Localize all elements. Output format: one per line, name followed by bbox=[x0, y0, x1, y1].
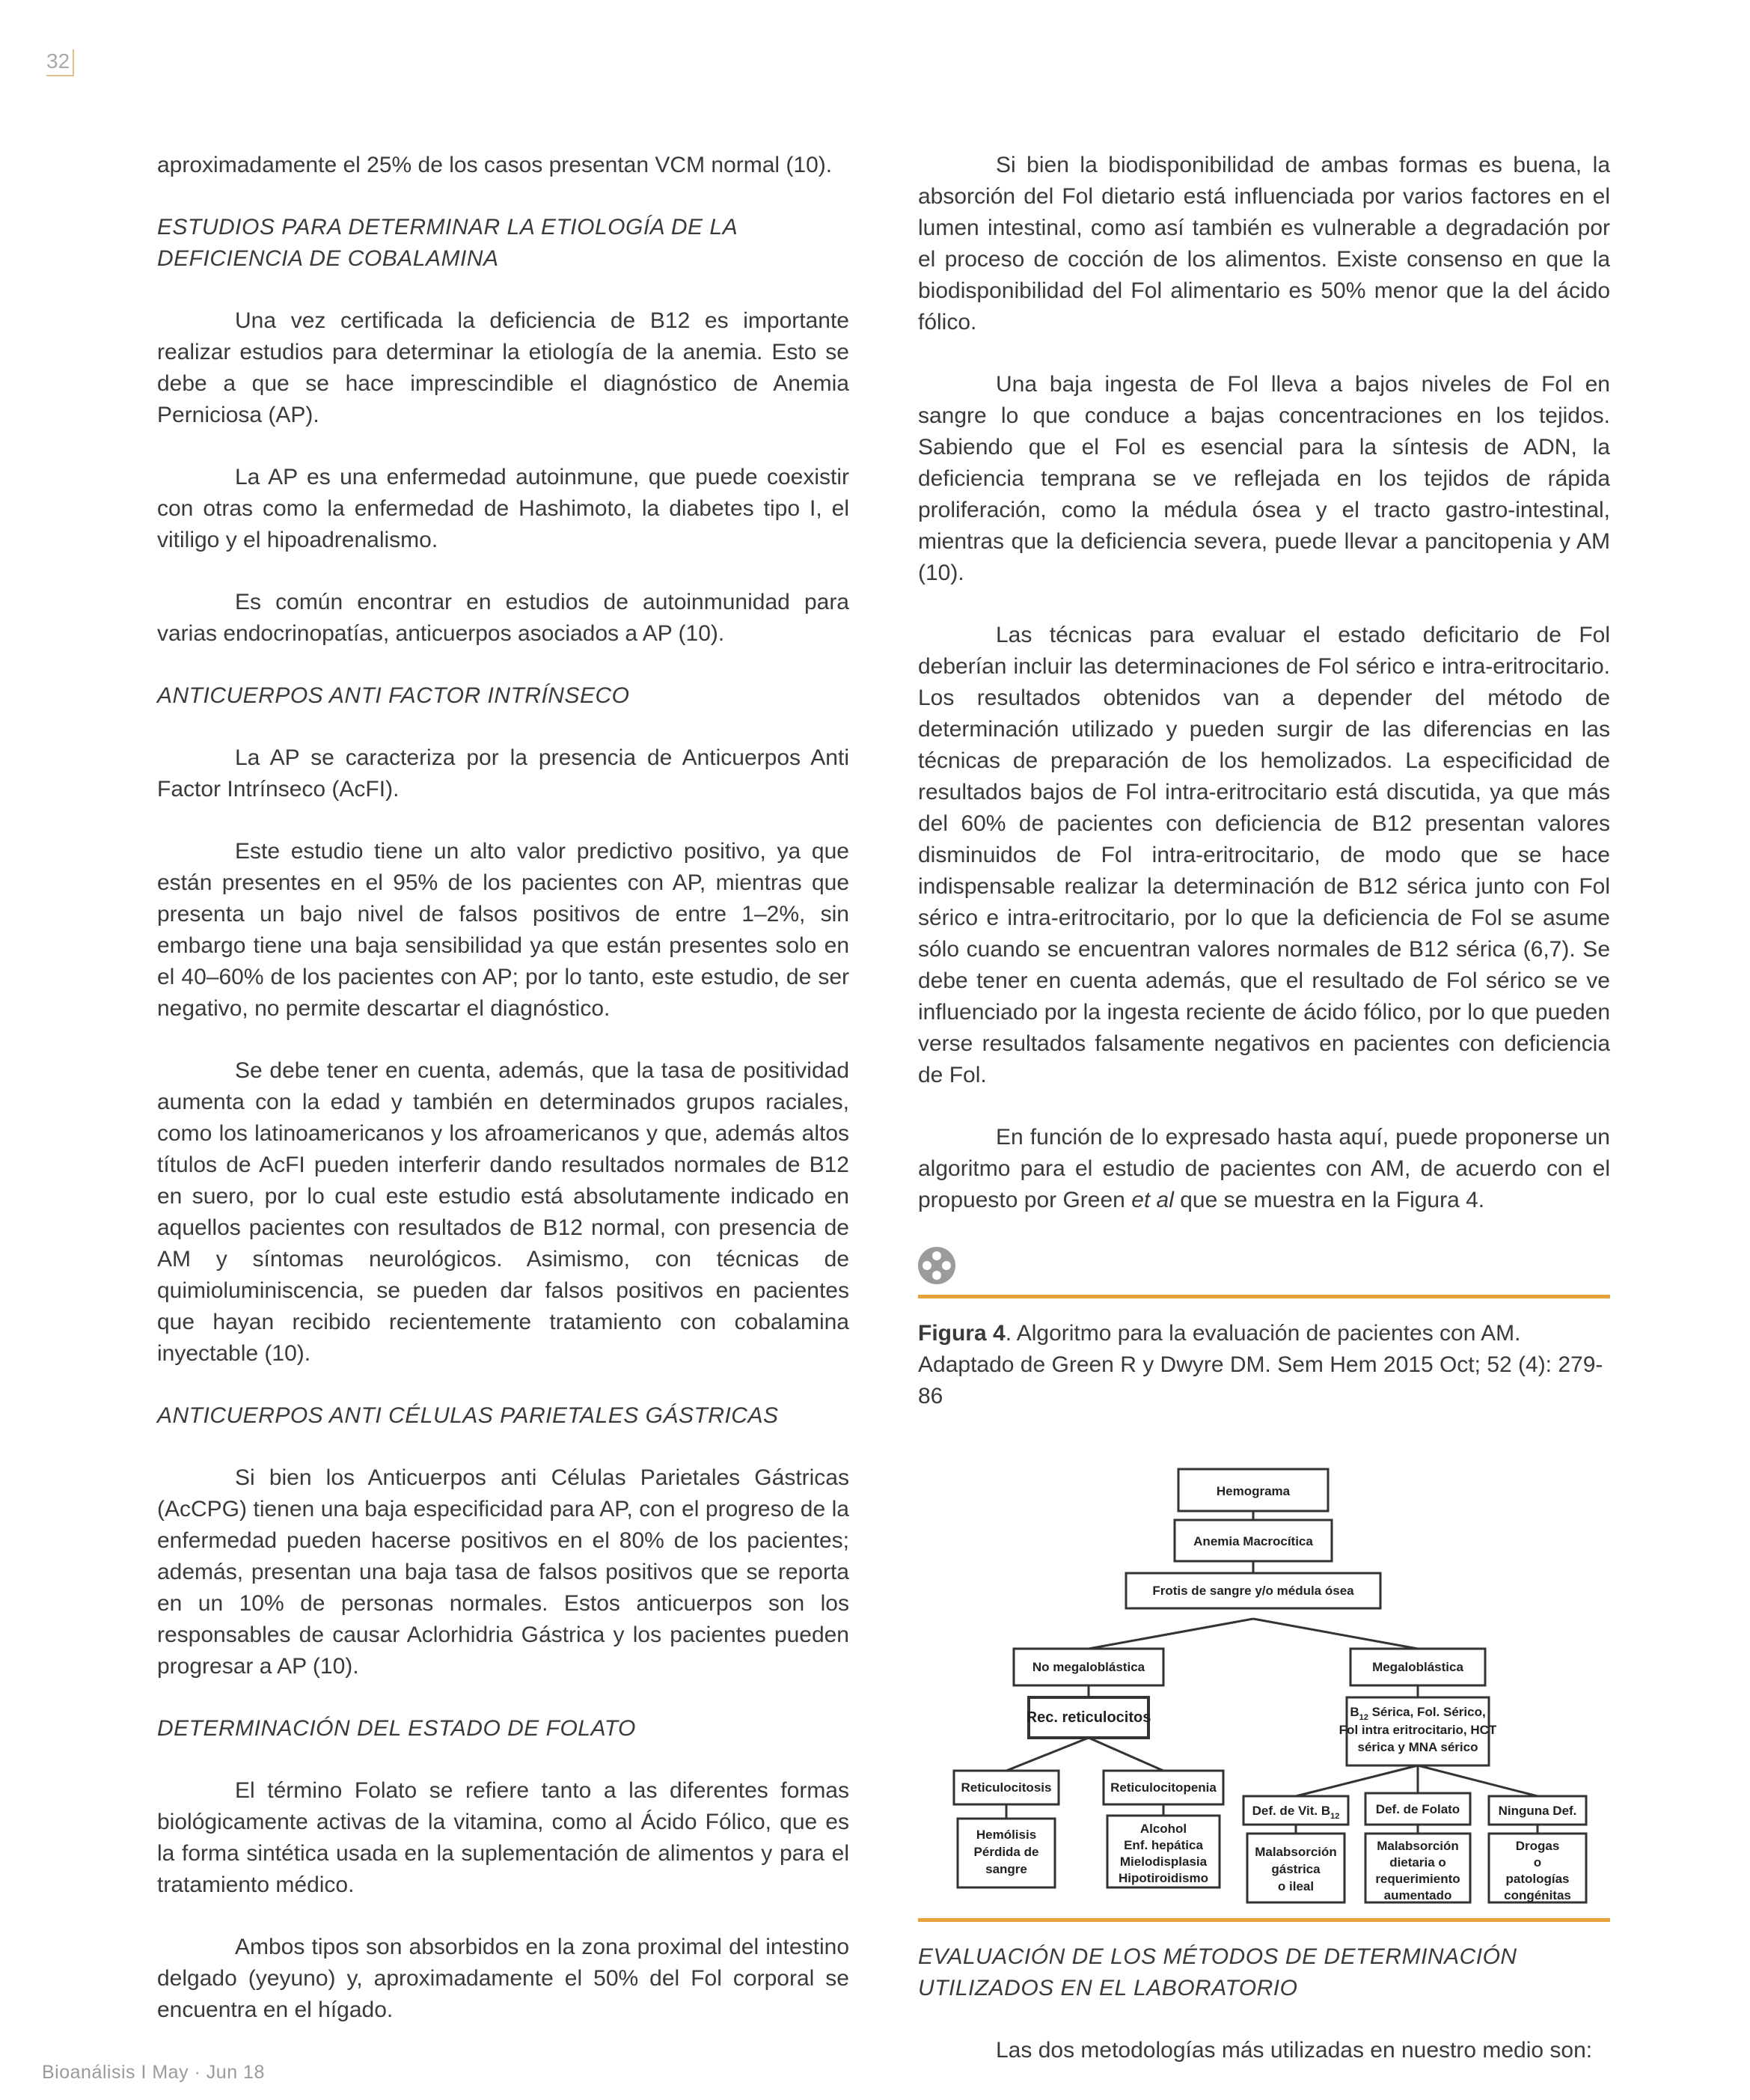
section-heading: ANTICUERPOS ANTI FACTOR INTRÍNSECO bbox=[157, 683, 630, 708]
drogas-line-1: Drogas bbox=[1515, 1839, 1559, 1853]
figure-label: Figura 4 bbox=[918, 1321, 1006, 1346]
alcohol-line-3: Mielodisplasia bbox=[1119, 1855, 1207, 1869]
paragraph: Ambos tipos son absorbidos en la zona proximal del intestino delgado (yeyuno) y, aproximadamente el 50% del Fol corporal se encuentra en el hígado. bbox=[157, 1935, 849, 2022]
b12-tests-subscript: 12 bbox=[1359, 1713, 1368, 1722]
drogas-line-4: congénitas bbox=[1503, 1888, 1571, 1902]
malabsorcion-dietaria-line-2: dietaria o bbox=[1389, 1855, 1446, 1869]
paragraph: Una vez certificada la deficiencia de B12 es importante realizar estudios para determinar la etiología de la anemia. Esto se debe a que se hace imprescindible el diagnóstico de Anemia Perniciosa (AP). bbox=[157, 308, 849, 427]
drogas-line-2: o bbox=[1533, 1855, 1541, 1869]
paragraph: La AP se caracteriza por la presencia de Anticuerpos Anti Factor Intrínseco (AcFI). bbox=[157, 745, 849, 802]
malabsorcion-dietaria-line-4: aumentado bbox=[1383, 1888, 1451, 1902]
paragraph: El término Folato se refiere tanto a las diferentes formas biológicamente activas de la vitamina, como al Ácido Fólico, que es la forma sintética usada en la suplementación de alimentos y para el tratamiento médico. bbox=[157, 1778, 849, 1897]
reticulocitosis-label: Reticulocitosis bbox=[961, 1780, 1051, 1795]
def-vit-b12-subscript: 12 bbox=[1330, 1812, 1339, 1821]
algorithm-flowchart bbox=[928, 1436, 1601, 1915]
alcohol-line-4: Hipotiroidismo bbox=[1118, 1871, 1208, 1885]
b12-tests-rest: Sérica, Fol. Sérico, bbox=[1368, 1705, 1486, 1719]
megaloblastica-label: Megaloblástica bbox=[1371, 1660, 1463, 1674]
malabsorcion-line-3: o ileal bbox=[1277, 1879, 1314, 1893]
paragraph: Este estudio tiene un alto valor predictivo positivo, ya que están presentes en el 95% de los pacientes con AP, mientras que presenta un bajo nivel de falsos positivos de entre 1–2%, sin embargo tiene una baja sensibilidad ya que están presentes solo en el 40–60% de los pacientes con AP; por lo tanto, este estudio, de ser negativo, no permite descartar el diagnóstico. bbox=[157, 839, 849, 1021]
b12-tests-line-2: Fol intra eritrocitario, HCT bbox=[1338, 1723, 1496, 1737]
paragraph: Si bien los Anticuerpos anti Células Parietales Gástricas (AcCPG) tienen una baja especificidad para AP, con el progreso de la enfermedad pueden hacerse positivos en el 80% de los pacientes; además, presentan una baja tasa de falsos positivos que se reporta en un 10% de personas normales. Estos anticuerpos son los responsables de causar Aclorhidria Gástrica y los pacientes pueden progresar a AP (10). bbox=[157, 1465, 849, 1679]
paragraph: Si bien la biodisponibilidad de ambas formas es buena, la absorción del Fol dietario está influenciada por varios factores en el lumen intestinal, como así también es vulnerable a degradación por el proceso de cocción de los alimentos. Existe consenso en que la biodisponibilidad del Fol alimentario es 50% menor que la del ácido fólico. bbox=[918, 153, 1610, 335]
film-reel-icon bbox=[918, 1247, 955, 1284]
malabsorcion-dietaria-line-1: Malabsorción bbox=[1376, 1839, 1459, 1853]
paragraph: aproximadamente el 25% de los casos presentan VCM normal (10). bbox=[157, 153, 833, 177]
citation-italic: et al bbox=[1131, 1188, 1174, 1212]
page-number: 32 bbox=[46, 49, 74, 76]
paragraph: Es común encontrar en estudios de autoinmunidad para varias endocrinopatías, anticuerpos asociados a AP (10). bbox=[157, 590, 849, 646]
b12-tests-line-3: sérica y MNA sérico bbox=[1357, 1740, 1478, 1754]
b12-tests-base: B bbox=[1349, 1705, 1359, 1719]
section-heading: ESTUDIOS PARA DETERMINAR LA ETIOLOGÍA DE LA DEFICIENCIA DE COBALAMINA bbox=[157, 215, 737, 271]
paragraph: La AP es una enfermedad autoinmune, que puede coexistir con otras como la enfermedad de Hashimoto, la diabetes tipo I, el vitiligo y el hipoadrenalismo. bbox=[157, 465, 849, 552]
malabsorcion-line-1: Malabsorción bbox=[1254, 1845, 1337, 1859]
reticulocitopenia-label: Reticulocitopenia bbox=[1110, 1780, 1217, 1795]
divider bbox=[918, 1295, 1610, 1298]
divider bbox=[918, 1918, 1610, 1922]
alcohol-line-1: Alcohol bbox=[1139, 1822, 1187, 1836]
malabsorcion-dietaria-line-3: requerimiento bbox=[1374, 1872, 1460, 1886]
alcohol-line-2: Enf. hepática bbox=[1123, 1838, 1203, 1852]
rec-reticulocitos-label: Rec. reticulocitos bbox=[1026, 1709, 1151, 1726]
def-folato-label: Def. de Folato bbox=[1375, 1802, 1460, 1816]
paragraph: Una baja ingesta de Fol lleva a bajos niveles de Fol en sangre lo que conduce a bajas concentraciones en los tejidos. Sabiendo que el Fol es esencial para la síntesis de ADN, la deficiencia temprana se ve reflejada en los tejidos de rápida proliferación, como la médula ósea y el tracto gastro-intestinal, mientras que la deficiencia severa, puede llevar a pancitopenia y AM (10). bbox=[918, 372, 1610, 585]
footer: Bioanálisis I May · Jun 18 bbox=[42, 2062, 265, 2083]
paragraph-text: que se muestra en la Figura 4. bbox=[1173, 1188, 1485, 1212]
section-heading: ANTICUERPOS ANTI CÉLULAS PARIETALES GÁSTRICAS bbox=[157, 1403, 779, 1428]
paragraph: Las técnicas para evaluar el estado deficitario de Fol deberían incluir las determinaciones de Fol sérico e intra-eritrocitario. Los resultados obtenidos van a depender del método de determinación utilizado y pueden surgir de las diferencias en las técnicas de preparación de los hemolizados. La especificidad de resultados bajos de Fol intra-eritrocitario está discutida, ya que más del 60% de pacientes con deficiencia de B12 presentan valores disminuidos de Fol intra-eritrocitario, de modo que se hace indispensable realizar la determinación de B12 sérica junto con Fol sérico e intra-eritrocitario, por lo que la deficiencia de Fol se asume sólo cuando se encuentran valores normales de B12 sérica (6,7). Se debe tener en cuenta además, que el resultado de Fol sérico se ve influenciado por la ingesta reciente de ácido fólico, por lo que pueden verse resultados falsamente negativos en pacientes con deficiencia de Fol. bbox=[918, 623, 1610, 1087]
ninguna-def-label: Ninguna Def. bbox=[1498, 1804, 1576, 1818]
malabsorcion-line-2: gástrica bbox=[1270, 1862, 1321, 1876]
figure-caption bbox=[918, 1318, 1610, 1412]
left-column bbox=[157, 150, 849, 2026]
paragraph: Las dos metodologías más utilizadas en nuestro medio son: bbox=[996, 2038, 1593, 2063]
section-heading: EVALUACIÓN DE LOS MÉTODOS DE DETERMINACIÓN UTILIZADOS EN EL LABORATORIO bbox=[918, 1944, 1517, 2000]
right-column bbox=[918, 150, 1610, 2066]
def-vit-b12-base: Def. de Vit. B bbox=[1252, 1804, 1330, 1818]
frotis-label: Frotis de sangre y/o médula ósea bbox=[1151, 1584, 1354, 1598]
hemolisis-line-3: sangre bbox=[985, 1862, 1027, 1876]
hemolisis-line-2: Pérdida de bbox=[973, 1845, 1038, 1859]
paragraph: Se debe tener en cuenta, además, que la tasa de positividad aumenta con la edad y también en determinados grupos raciales, como los latinoamericanos y los afroamericanos y que, además altos títulos de AcFI pueden interferir dando resultados normales de B12 en suero, por lo cual este estudio está absolutamente indicado en aquellos pacientes con resultados de B12 normal, con presencia de AM y síntomas neurológicos. Asimismo, con técnicas de quimioluminiscencia, se pueden dar falsos positivos en pacientes que hayan recibido recientemente tratamiento con cobalamina inyectable (10). bbox=[157, 1058, 849, 1366]
section-heading: DETERMINACIÓN DEL ESTADO DE FOLATO bbox=[157, 1716, 636, 1741]
paragraph-text: En función de lo expresado hasta aquí, puede proponerse un algoritmo para el estudio de pacientes con AM, de acuerdo con el propuesto por Green bbox=[918, 1125, 1610, 1212]
drogas-line-3: patologías bbox=[1505, 1872, 1570, 1886]
hemograma-label: Hemograma bbox=[1216, 1484, 1290, 1498]
hemolisis-line-1: Hemólisis bbox=[976, 1828, 1036, 1842]
paragraph bbox=[918, 1122, 1610, 1216]
no-megaloblastica-label: No megaloblástica bbox=[1032, 1660, 1145, 1674]
anemia-label: Anemia Macrocítica bbox=[1193, 1534, 1313, 1548]
figure-caption-text: . Algoritmo para la evaluación de pacientes con AM. Adaptado de Green R y Dwyre DM. Sem Hem 2015 Oct; 52 (4): 279-86 bbox=[918, 1321, 1603, 1408]
